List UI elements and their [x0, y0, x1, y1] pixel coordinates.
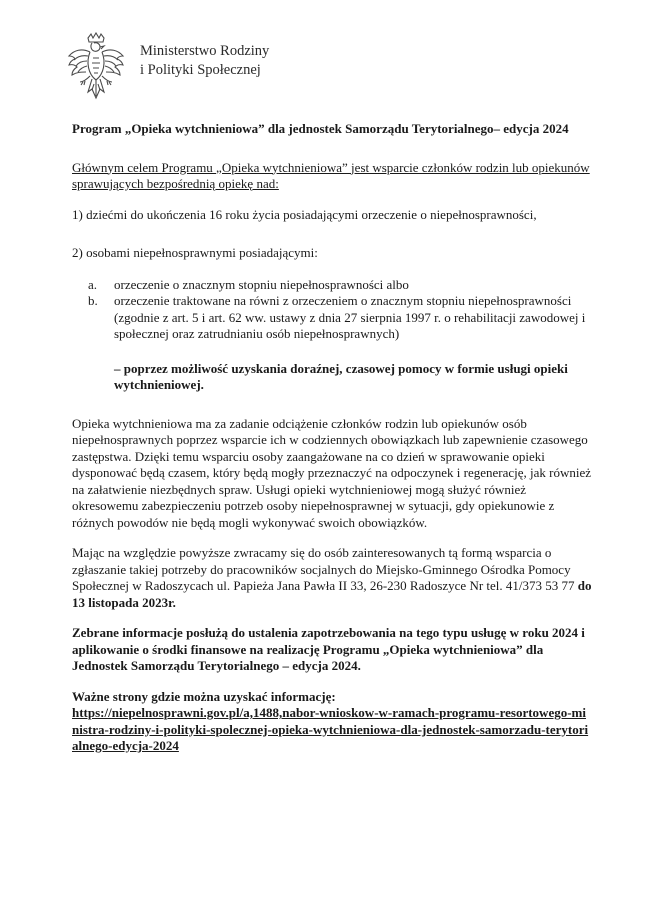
- list-item-text: orzeczenie o znacznym stopniu niepełnosprawności albo: [114, 276, 409, 292]
- contact-text: Mając na względzie powyższe zwracamy się do osób zainteresowanych tą formą wsparcia o zgłaszanie takiej potrzeby do pracowników socjalnych do Miejsko-Gminnego Ośrodka Pomocy Społecznej w Radoszycach ul. Papieża Jana Pawła II 33, 26-230 Radoszyce Nr tel. 41/373 53 77: [72, 545, 578, 593]
- program-info-link[interactable]: https://niepelnosprawni.gov.pl/a,1488,nabor-wnioskow-w-ramach-programu-resortowego-ministra-rodziny-i-polityki-spolecznej-opieka-wytchnieniowa-dla-jednostek-samorzadu-terytorialnego-edycja-2024: [72, 705, 589, 753]
- list-item-text: orzeczenie traktowane na równi z orzeczeniem o znacznym stopniu niepełnosprawności (zgodnie z art. 5 i art. 62 ww. ustawy z dnia 27 sierpnia 1997 r. o rehabilitacji zawodowej i społecznej oraz zatrudnianiu osób niepełnosprawnych): [114, 293, 586, 341]
- list-item: [88, 293, 592, 343]
- ministry-name-line1: Ministerstwo Rodziny: [140, 43, 270, 59]
- document-body: [72, 121, 592, 755]
- certificate-types-list: [72, 277, 592, 343]
- document-title: Program „Opieka wytchnieniowa” dla jednostek Samorządu Terytorialnego– edycja 2024: [72, 121, 569, 136]
- polish-eagle-emblem-icon: [66, 32, 126, 104]
- list-marker: b.: [88, 293, 98, 308]
- contact-paragraph: [72, 545, 592, 611]
- list-item-disabled-persons: 2) osobami niepełnosprawnymi posiadającymi:: [72, 245, 318, 260]
- purpose-paragraph: Zebrane informacje posłużą do ustalenia zapotrzebowania na tego typu usługę w roku 2024 i aplikowanie o środki finansowe na realizację Programu „Opieka wytchnieniowa” dla Jednostek Samorządu Terytorialnego – edycja 2024.: [72, 625, 585, 673]
- links-heading: Ważne strony gdzie można uzyskać informację:: [72, 688, 336, 704]
- conclusion-statement: – poprzez możliwość uzyskania doraźnej, czasowej pomocy w formie usługi opieki wytchnieniowej.: [114, 360, 568, 392]
- letterhead: [66, 32, 269, 104]
- deadline-text: do 13 listopada 2023r.: [72, 578, 592, 610]
- intro-paragraph: Głównym celem Programu „Opieka wytchnieniowa” jest wsparcie członków rodzin lub opiekunów sprawujących bezpośrednią opiekę nad:: [72, 159, 590, 191]
- respite-care-description: Opieka wytchnieniowa ma za zadanie odciążenie członków rodzin lub opiekunów osób niepełnosprawnych poprzez wsparcie ich w codziennych obowiązkach lub zapewnienie czasowego zastępstwa. Dzięki temu wsparciu osoby zaangażowane na co dzień w sprawowanie opieki dysponować będą czasem, który będą mogły przeznaczyć na odpoczynek i regenerację, jak również na załatwienie niezbędnych spraw. Usługi opieki wytchnieniowej mogą służyć również okresowemu zabezpieczeniu potrzeb osoby niepełnosprawnej w sytuacji, gdy opiekunowie z różnych powodów nie będą mogli wykonywać swoich obowiązków.: [72, 415, 592, 530]
- list-item: [88, 276, 592, 294]
- list-marker: a.: [88, 276, 98, 292]
- list-item-children: 1) dziećmi do ukończenia 16 roku życia posiadającymi orzeczenie o niepełnosprawności,: [72, 206, 537, 222]
- ministry-name: [140, 42, 269, 80]
- ministry-name-line2: i Polityki Społecznej: [140, 62, 261, 78]
